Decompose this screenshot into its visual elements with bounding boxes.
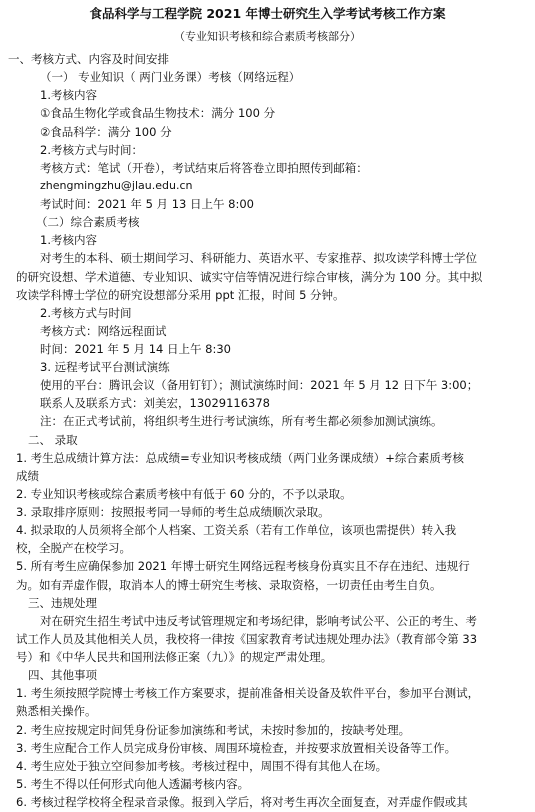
text-line: 考试时间：2021 年 5 月 13 日上午 8:00 [40,197,254,211]
text-line: 1. 考生总成绩计算方法：总成绩=专业知识考核成绩（两门业务课成绩）+综合素质考核 [16,450,464,465]
text-line: 3. 录取排序原则：按照报考同一导师的考生总成绩顺次录取。 [16,505,330,519]
text-line: 4. 考生应处于独立空间参加考核。考核过程中，周围不得有其他人在场。 [16,758,388,773]
text-line: 试工作人员及其他相关人员，我校将一律按《国家教育考试违规处理办法》（教育部令第 33 [16,631,478,646]
text-line: 号）和《中华人民共和国刑法修正案（九）》的规定严肃处理。 [16,650,333,664]
text-line: 注：在正式考试前，将组织考生进行考试演练，所有考生都必须参加测试演练。 [40,414,443,429]
text-line: ②食品科学：满分 100 分 [40,124,172,139]
section-1-heading: 一、考核方式、内容及时间安排 [8,52,169,66]
text-line: 1.考核内容 [40,233,97,248]
text-line: 的研究设想、学术道德、专业知识、诚实守信等情况进行综合审核，满分为 100 分。其中拟 [16,269,483,284]
text-line: 2.考核方式与时间： [40,142,143,157]
text-line: 2. 专业知识考核或综合素质考核中有低于 60 分的，不予以录取。 [16,486,352,501]
text-line: 为。如有弄虚作假，取消本人的博士研究生考核、录取资格，一切责任由考生自负。 [16,577,442,592]
text-line: 2. 考生应按规定时间凭身份证参加演练和考试，未按时参加的，按缺考处理。 [16,722,411,737]
email-address: zhengmingzhu@jlau.edu.cn [40,178,193,192]
text-line: 使用的平台：腾讯会议（备用钉钉）；测试演练时间：2021 年 5 月 12 日下午 3:00； [40,378,479,393]
document-title: 食品科学与工程学院 2021 年博士研究生入学考试考核工作方案 [89,6,446,21]
text-line: 对在研究生招生考试中违反考试管理规定和考场纪律，影响考试公平、公正的考生、考 [40,613,477,628]
text-line: 熟悉相关操作。 [16,704,97,719]
text-line: 考核方式：笔试（开卷），考试结束后将答卷立即拍照传到邮箱： [40,160,368,175]
text-line: 1. 考生须按照学院博士考核工作方案要求，提前准备相关设备及软件平台，参加平台测试， [16,686,480,701]
text-line: 对考生的本科、硕士期间学习、科研能力、英语水平、专家推荐、拟攻读学科博士学位 [40,251,477,266]
text-line: ①食品生物化学或食品生物技术：满分 100 分 [40,106,276,121]
text-line: 时间：2021 年 5 月 14 日上午 8:30 [40,342,231,356]
section-4-heading: 四、其他事项 [28,668,97,683]
text-line: 3. 考生应配合工作人员完成身份审核、周围环境检查，并按要求放置相关设备等工作。 [16,740,457,755]
subsection-1-heading: （一） 专业知识（ 两门业务课）考核（网络远程） [40,70,301,85]
text-line: 攻读学科博士学位的研究设想部分采用 ppt 汇报，时间 5 分钟。 [16,287,345,302]
text-line: 考核方式：网络远程面试 [40,323,167,338]
text-line: 5. 所有考生应确保参加 2021 年博士研究生网络远程考核身份真实且不存在违纪、违规行 [16,559,470,574]
section-3-heading: 三、违规处理 [28,595,97,610]
text-line: 校，全脱产在校学习。 [16,541,131,556]
text-line: 联系人及联系方式：刘美宏，13029116378 [40,396,270,411]
text-line: 2.考核方式与时间 [40,305,132,320]
text-line: 成绩 [16,468,39,483]
subsection-2-heading: （二）综合素质考核 [36,215,140,230]
text-line: 6. 考核过程学校将全程录音录像。报到入学后，将对考生再次全面复查，对弄虚作假或其 [16,795,468,809]
document-subtitle: （专业知识考核和综合素质考核部分） [174,30,361,43]
text-line: 1.考核内容 [40,88,97,103]
text-line: 4. 拟录取的人员须将全部个人档案、工资关系（若有工作单位，该项也需提供）转入我 [16,523,457,538]
text-line: 5. 考生不得以任何形式向他人透漏考核内容。 [16,776,250,791]
text-line: 3. 远程考试平台测试演练 [40,360,170,375]
section-2-heading: 二、 录取 [28,432,78,447]
